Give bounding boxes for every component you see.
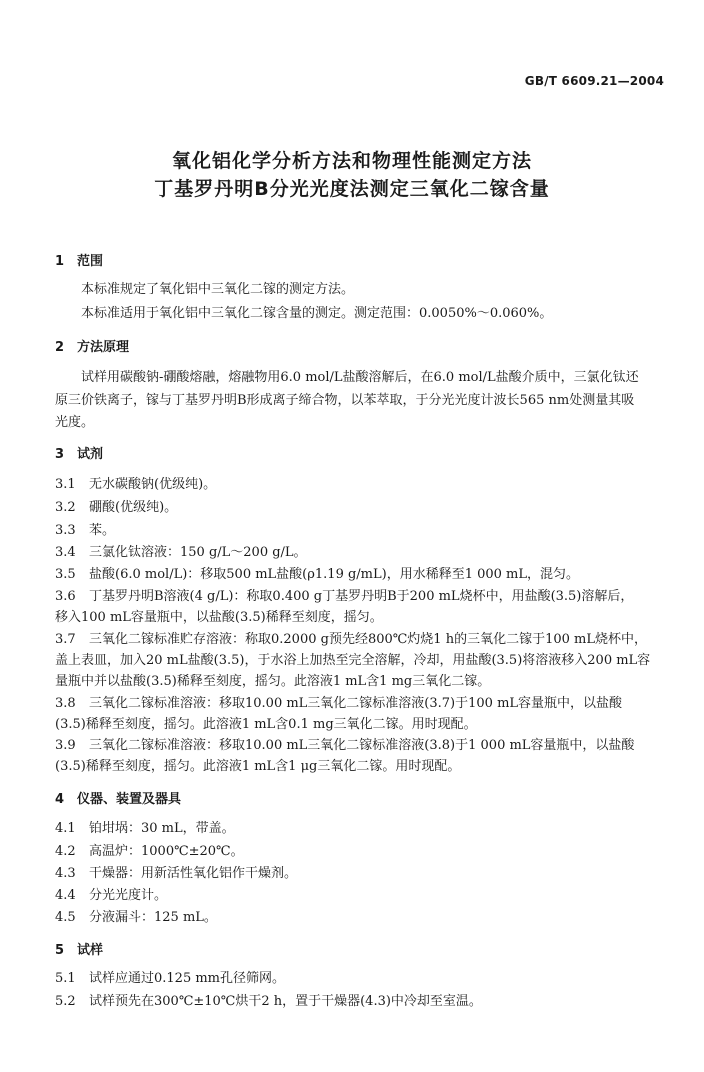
section-number: 1	[55, 254, 65, 269]
item-number: 5.1	[55, 971, 76, 986]
paragraph-line: 试样用碳酸钠-硼酸熔融，熔融物用6.0 mol/L盐酸溶解后，在6.0 mol/L盐酸介质中，三氯化钛还	[81, 370, 639, 385]
item-text: 三氯化钛溶液：150 g/L～200 g/L。	[89, 545, 307, 560]
item-number: 3.1	[55, 477, 76, 492]
list-item	[55, 563, 579, 582]
item-number: 3.3	[55, 523, 76, 538]
list-item	[55, 990, 482, 1009]
section-title: 试样	[77, 943, 104, 958]
list-item	[55, 692, 622, 711]
list-item	[55, 496, 177, 515]
list-item	[55, 541, 307, 560]
paragraph-line: 光度。	[55, 415, 95, 430]
item-number: 3.8	[55, 696, 76, 711]
item-text: 试样预先在300℃±10℃烘干2 h，置于干燥器(4.3)中冷却至室温。	[89, 994, 482, 1009]
item-text: 无水碳酸钠(优级纯)。	[89, 477, 217, 492]
section-number: 4	[55, 792, 65, 807]
list-item	[55, 628, 647, 647]
item-number: 5.2	[55, 994, 76, 1009]
item-number: 4.5	[55, 910, 76, 925]
list-item	[55, 734, 634, 753]
section-number: 3	[55, 447, 65, 462]
item-number: 4.3	[55, 866, 76, 881]
section-4-heading	[55, 788, 181, 807]
item-text: 干燥器：用新活性氧化铝作干燥剂。	[89, 866, 298, 881]
list-item	[55, 840, 244, 859]
document-title-line-1: 氧化铝化学分析方法和物理性能测定方法	[171, 150, 532, 172]
section-title: 仪器、装置及器具	[77, 792, 182, 807]
list-item-continuation: 移入100 mL容量瓶中，以盐酸(3.5)稀释至刻度，摇匀。	[55, 610, 383, 625]
item-text: 三氧化二镓标准溶液：移取10.00 mL三氧化二镓标准溶液(3.7)于100 mL容量瓶中，以盐酸	[89, 696, 623, 711]
item-number: 3.7	[55, 632, 76, 647]
list-item	[55, 519, 115, 538]
item-text: 试样应通过0.125 mm孔径筛网。	[89, 971, 286, 986]
list-item	[55, 884, 167, 903]
list-item	[55, 473, 216, 492]
item-text: 三氧化二镓标准贮存溶液：称取0.2000 g预先经800℃灼烧1 h的三氧化二镓于100 mL烧杯中，	[89, 632, 647, 647]
item-number: 3.4	[55, 545, 76, 560]
list-item-continuation: (3.5)稀释至刻度，摇匀。此溶液1 mL含1 μg三氧化二镓。用时现配。	[55, 759, 461, 774]
list-item	[55, 906, 217, 925]
item-number: 3.5	[55, 567, 76, 582]
item-text: 分液漏斗：125 mL。	[89, 910, 217, 925]
item-text: 硼酸(优级纯)。	[89, 500, 178, 515]
section-2-heading	[55, 336, 129, 355]
section-3-heading	[55, 443, 103, 462]
item-number: 4.4	[55, 888, 76, 903]
item-number: 4.1	[55, 821, 76, 836]
item-text: 分光光度计。	[89, 888, 168, 903]
paragraph-line: 原三价铁离子，镓与丁基罗丹明B形成离子缔合物，以苯萃取，于分光光度计波长565 nm处测量其吸	[55, 393, 635, 408]
list-item	[55, 817, 235, 836]
list-item-continuation: 盖上表皿，加入20 mL盐酸(3.5)，于水浴上加热至完全溶解，冷却，用盐酸(3.5)将溶液移入200 mL容	[55, 653, 651, 668]
list-item-continuation: (3.5)稀释至刻度，摇匀。此溶液1 mL含0.1 mg三氧化二镓。用时现配。	[55, 717, 477, 732]
section-5-heading	[55, 939, 103, 958]
list-item-continuation: 量瓶中并以盐酸(3.5)稀释至刻度，摇匀。此溶液1 mL含1 mg三氧化二镓。	[55, 674, 491, 689]
section-title: 方法原理	[77, 340, 130, 355]
item-text: 丁基罗丹明B溶液(4 g/L)：称取0.400 g丁基罗丹明B于200 mL烧杯中，用盐酸(3.5)溶解后，	[89, 589, 634, 604]
item-text: 苯。	[89, 523, 116, 538]
item-text: 盐酸(6.0 mol/L)：移取500 mL盐酸(ρ1.19 g/mL)，用水稀释至1 000 mL，混匀。	[89, 567, 580, 582]
item-text: 高温炉：1000℃±20℃。	[89, 844, 244, 859]
list-item	[55, 967, 285, 986]
section-title: 范围	[77, 254, 104, 269]
section-title: 试剂	[77, 447, 104, 462]
section-number: 5	[55, 943, 65, 958]
paragraph: 本标准规定了氧化铝中三氧化二镓的测定方法。	[81, 282, 355, 297]
item-number: 3.6	[55, 589, 76, 604]
paragraph: 本标准适用于氧化铝中三氧化二镓含量的测定。测定范围：0.0050%～0.060%。	[81, 306, 553, 321]
section-1-heading	[55, 250, 103, 269]
item-number: 4.2	[55, 844, 76, 859]
document-title-line-2: 丁基罗丹明B分光光度法测定三氧化二镓含量	[154, 178, 550, 200]
item-text: 三氧化二镓标准溶液：移取10.00 mL三氧化二镓标准溶液(3.8)于1 000 mL容量瓶中，以盐酸	[89, 738, 635, 753]
standard-code: GB/T 6609.21—2004	[524, 74, 664, 88]
section-number: 2	[55, 340, 65, 355]
item-number: 3.9	[55, 738, 76, 753]
list-item	[55, 585, 633, 604]
item-text: 铂坩埚：30 mL，带盖。	[89, 821, 235, 836]
item-number: 3.2	[55, 500, 76, 515]
list-item	[55, 862, 297, 881]
